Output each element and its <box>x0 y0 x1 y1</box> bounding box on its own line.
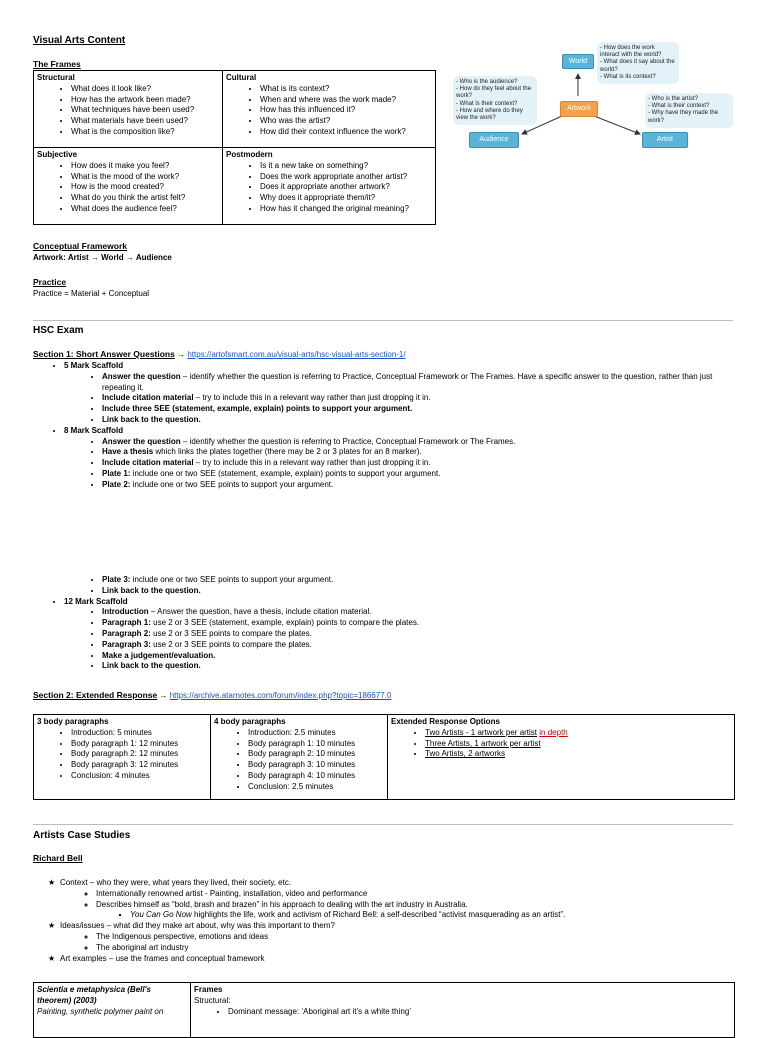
list-item: • Body paragraph 1: 10 minutes <box>248 739 384 750</box>
list-item: • Does it appropriate another artwork? <box>260 182 432 193</box>
list-item <box>425 749 731 760</box>
cell-head: Subjective <box>37 150 78 159</box>
frames-cell-subjective <box>34 148 223 225</box>
scaffold-8-continued <box>64 575 740 597</box>
node-artist: Artist <box>642 132 688 148</box>
section2-heading: Section 2: Extended Response <box>33 690 158 700</box>
cell-head: 4 body paragraphs <box>214 717 286 726</box>
list-item <box>102 372 740 394</box>
ideas-text: Ideas/issues – what did they make art about, why was this important to them? <box>60 921 335 931</box>
list-item: • How is the mood created? <box>71 182 219 193</box>
item-bold: Paragraph 2: <box>102 628 151 638</box>
artwork-cell <box>34 983 191 1038</box>
section1-heading: Section 1: Short Answer Questions <box>33 349 175 359</box>
practice-text: Practice = Material + Conceptual <box>33 289 150 298</box>
frames-diagram <box>450 36 735 162</box>
item-bold: Make a judgement/evaluation. <box>102 650 216 660</box>
col-3-body <box>34 715 211 800</box>
bell-notes <box>48 878 738 964</box>
conceptual-text: Artwork: Artist → World → Audience <box>33 253 172 262</box>
col-options <box>388 715 735 800</box>
item-text: – identify whether the question is referring to Practice, Conceptual Framework or The Frames. <box>180 436 516 446</box>
frames-heading: The Frames <box>33 59 81 69</box>
list-item: • Body paragraph 4: 10 minutes <box>248 771 384 782</box>
list-item: ◦ The Indigenous perspective, emotions and ideas <box>96 932 738 943</box>
list-item: • Body paragraph 3: 10 minutes <box>248 760 384 771</box>
item-bold: Link back to the question. <box>102 414 201 424</box>
list-item: • Conclusion: 2.5 minutes <box>248 782 384 793</box>
section1-heading-line <box>33 349 733 361</box>
list-item <box>425 728 731 739</box>
list-item: • How does it make you feel? <box>71 161 219 172</box>
list-item: • Body paragraph 2: 12 minutes <box>71 749 207 760</box>
arrow-glyph: → <box>174 350 188 359</box>
list-item <box>102 651 740 662</box>
list-item: • Introduction: 5 minutes <box>71 728 207 739</box>
context-text: Context – who they were, what years they lived, their society, etc. <box>60 878 292 887</box>
list-item: • When and where was the work made? <box>260 95 432 106</box>
list-item <box>102 661 740 672</box>
list-item <box>102 607 740 618</box>
list-item <box>102 458 740 469</box>
artwork-title: Scientia e metaphysica (Bell's theorem) (2003) <box>37 985 151 1005</box>
list-item: • What is the mood of the work? <box>71 172 219 183</box>
list-item: • What is the composition like? <box>71 127 219 138</box>
italic-title: You Can Go Now <box>130 910 192 920</box>
star-icon: ★ <box>48 921 56 931</box>
list-item: • Introduction: 2.5 minutes <box>248 728 384 739</box>
bubble-world: - How does the work interact with the world? - What does it say about the world? - What is its context? <box>597 42 679 84</box>
item-bold: Link back to the question. <box>102 585 201 595</box>
list-item: • How has this influenced it? <box>260 105 432 116</box>
list-item <box>102 586 740 597</box>
ideas-line <box>48 921 738 932</box>
list-item: • Body paragraph 2: 10 minutes <box>248 749 384 760</box>
artwork-medium: Painting, synthetic polymer paint on <box>37 1006 164 1016</box>
section1-link[interactable]: https://artofsmart.com.au/visual-arts/hsc-visual-arts-section-1/ <box>187 350 406 359</box>
frames-cell-cultural <box>223 71 436 148</box>
item-bold: Paragraph 3: <box>102 639 151 649</box>
item-bold: Plate 2: <box>102 479 131 489</box>
item-bold: Answer the question <box>102 436 181 446</box>
cell-head: Structural <box>37 73 75 82</box>
scaffold-12 <box>64 597 740 673</box>
item-text: – try to include this in a relevant way rather than just dropping it in. <box>193 458 431 468</box>
star-icon: ★ <box>48 953 56 963</box>
item-bold: Paragraph 1: <box>102 618 151 628</box>
conceptual-heading: Conceptual Framework <box>33 241 127 251</box>
examples-text: Art examples – use the frames and conceptual framework <box>60 953 265 963</box>
bubble-audience: - Who is the audience? - How do they feel about the work? - What is their context? - How and where do they view the work? <box>453 76 537 125</box>
scaffold-label: 8 Mark Scaffold <box>64 425 124 435</box>
item-text: use 2 or 3 SEE points to compare the plates. <box>150 628 312 638</box>
page-title: Visual Arts Content <box>33 35 126 46</box>
section1-block-a <box>50 361 740 491</box>
list-item: • What does the audience feel? <box>71 204 219 215</box>
frames-cell-structural <box>34 71 223 148</box>
list-item: ◦ The aboriginal art industry <box>96 943 738 954</box>
list-item <box>102 575 740 586</box>
list-item: • Body paragraph 3: 12 minutes <box>71 760 207 771</box>
list-item: • Is it a new take on something? <box>260 161 432 172</box>
item-bold: Answer the question <box>102 371 181 381</box>
structural-label: Structural: <box>194 995 231 1005</box>
item-text: highlights the life, work and activism of Richard Bell: a self-described “activist masquerading as an artist”. <box>191 910 566 920</box>
list-item: • What do you think the artist felt? <box>71 193 219 204</box>
bubble-artist: - Who is the artist? - What is their context? - Why have they made the work? <box>645 93 733 128</box>
list-item <box>102 415 740 426</box>
item-bold: Plate 1: <box>102 468 131 478</box>
list-item: • How has the artwork been made? <box>71 95 219 106</box>
list-item: • Body paragraph 1: 12 minutes <box>71 739 207 750</box>
list-item <box>102 393 740 404</box>
item-text: – identify whether the question is referring to Practice, Conceptual Framework or The Frames. Have a specific answer to the question, rather than just repeating it. <box>102 371 713 392</box>
item-text: include one or two SEE points to support your argument. <box>130 575 334 584</box>
list-item: • Why does it appropriate them/it? <box>260 193 432 204</box>
list-item: • Conclusion: 4 minutes <box>71 771 207 782</box>
item-text: – Answer the question, have a thesis, include citation material. <box>148 607 372 617</box>
section2-link[interactable]: https://archive.atarnotes.com/forum/index.php?topic=186677.0 <box>169 691 392 700</box>
option-text: Two Artists - 1 artwork per artist <box>425 727 538 737</box>
cell-head: 3 body paragraphs <box>37 717 109 726</box>
scaffold-5 <box>64 361 740 426</box>
item-bold: Plate 3: <box>102 575 131 584</box>
artists-heading: Artists Case Studies <box>33 830 131 841</box>
list-item <box>102 640 740 651</box>
list-item <box>425 739 731 750</box>
arrow-to-artist <box>594 116 640 134</box>
item-bold: Have a thesis <box>102 447 154 457</box>
list-item: • What materials have been used? <box>71 116 219 127</box>
item-text: use 2 or 3 SEE (statement, example, explain) points to compare the plates. <box>150 618 420 628</box>
list-item <box>102 447 740 458</box>
context-line <box>48 878 738 889</box>
frames-analysis-cell <box>191 983 735 1038</box>
list-item: • Dominant message: ‘Aboriginal art it’s a white thing’ <box>228 1007 731 1018</box>
col-4-body <box>211 715 388 800</box>
arrow-glyph: → <box>157 691 170 700</box>
list-item <box>102 618 740 629</box>
list-item: • What does it look like? <box>71 84 219 95</box>
scaffold-label: 12 Mark Scaffold <box>64 596 128 606</box>
frames-table <box>33 70 436 225</box>
hsc-heading: HSC Exam <box>33 325 84 336</box>
list-item <box>102 629 740 640</box>
list-item: ◦ Describes himself as “bold, brash and brazen” in his approach to dealing with the art industry in Australia. <box>96 900 738 911</box>
option-text: Two Artists, 2 artworks <box>425 749 506 759</box>
practice-heading: Practice <box>33 277 67 287</box>
examples-line <box>48 954 738 965</box>
list-item <box>102 469 740 480</box>
node-world: World <box>562 54 594 69</box>
cell-head: Extended Response Options <box>391 717 500 726</box>
item-bold: Include three SEE (statement, example, explain) points to support your argument. <box>102 404 413 414</box>
bell-artwork-table <box>33 982 735 1038</box>
node-artwork: Artwork <box>560 101 598 117</box>
cell-head: Postmodern <box>226 150 273 159</box>
section2-heading-line <box>33 690 733 702</box>
list-item: • Who was the artist? <box>260 116 432 127</box>
divider <box>33 320 733 321</box>
scaffold-label: 5 Mark Scaffold <box>64 361 124 370</box>
item-bold: Introduction <box>102 607 149 617</box>
list-item: • What is its context? <box>260 84 432 95</box>
item-text: use 2 or 3 SEE points to compare the plates. <box>150 639 312 649</box>
cell-head: Cultural <box>226 73 257 82</box>
extended-response-table <box>33 714 735 800</box>
option-highlight: in depth <box>539 727 568 737</box>
list-item: • What techniques have been used? <box>71 105 219 116</box>
item-text: which links the plates together (there may be 2 or 3 plates for an 8 marker). <box>153 447 422 457</box>
list-item: • Does the work appropriate another artist? <box>260 172 432 183</box>
item-bold: Link back to the question. <box>102 661 201 671</box>
item-text: include one or two SEE (statement, example, explain) points to support your argument. <box>130 468 441 478</box>
frames-cell-postmodern <box>223 148 436 225</box>
list-item: • How has it changed the original meaning? <box>260 204 432 215</box>
scaffold-8 <box>64 426 740 491</box>
item-bold: Include citation material <box>102 458 194 468</box>
item-text: – try to include this in a relevant way rather than just dropping it in. <box>193 393 431 403</box>
list-item <box>102 480 740 491</box>
node-audience: Audience <box>469 132 519 148</box>
list-item: • How did their context influence the work? <box>260 127 432 138</box>
list-item: ◦ Internationally renowned artist - Painting, installation, video and performance <box>96 889 738 900</box>
item-text: include one or two SEE points to support your argument. <box>130 479 334 489</box>
divider <box>33 824 733 825</box>
list-item <box>130 910 738 921</box>
cell-head: Frames <box>194 985 223 994</box>
option-text: Three Artists, 1 artwork per artist <box>425 738 541 748</box>
list-item <box>102 404 740 415</box>
section1-block-b <box>50 575 740 672</box>
star-icon: ★ <box>48 878 56 887</box>
bell-heading: Richard Bell <box>33 853 83 863</box>
item-bold: Include citation material <box>102 393 194 403</box>
list-item <box>102 437 740 448</box>
